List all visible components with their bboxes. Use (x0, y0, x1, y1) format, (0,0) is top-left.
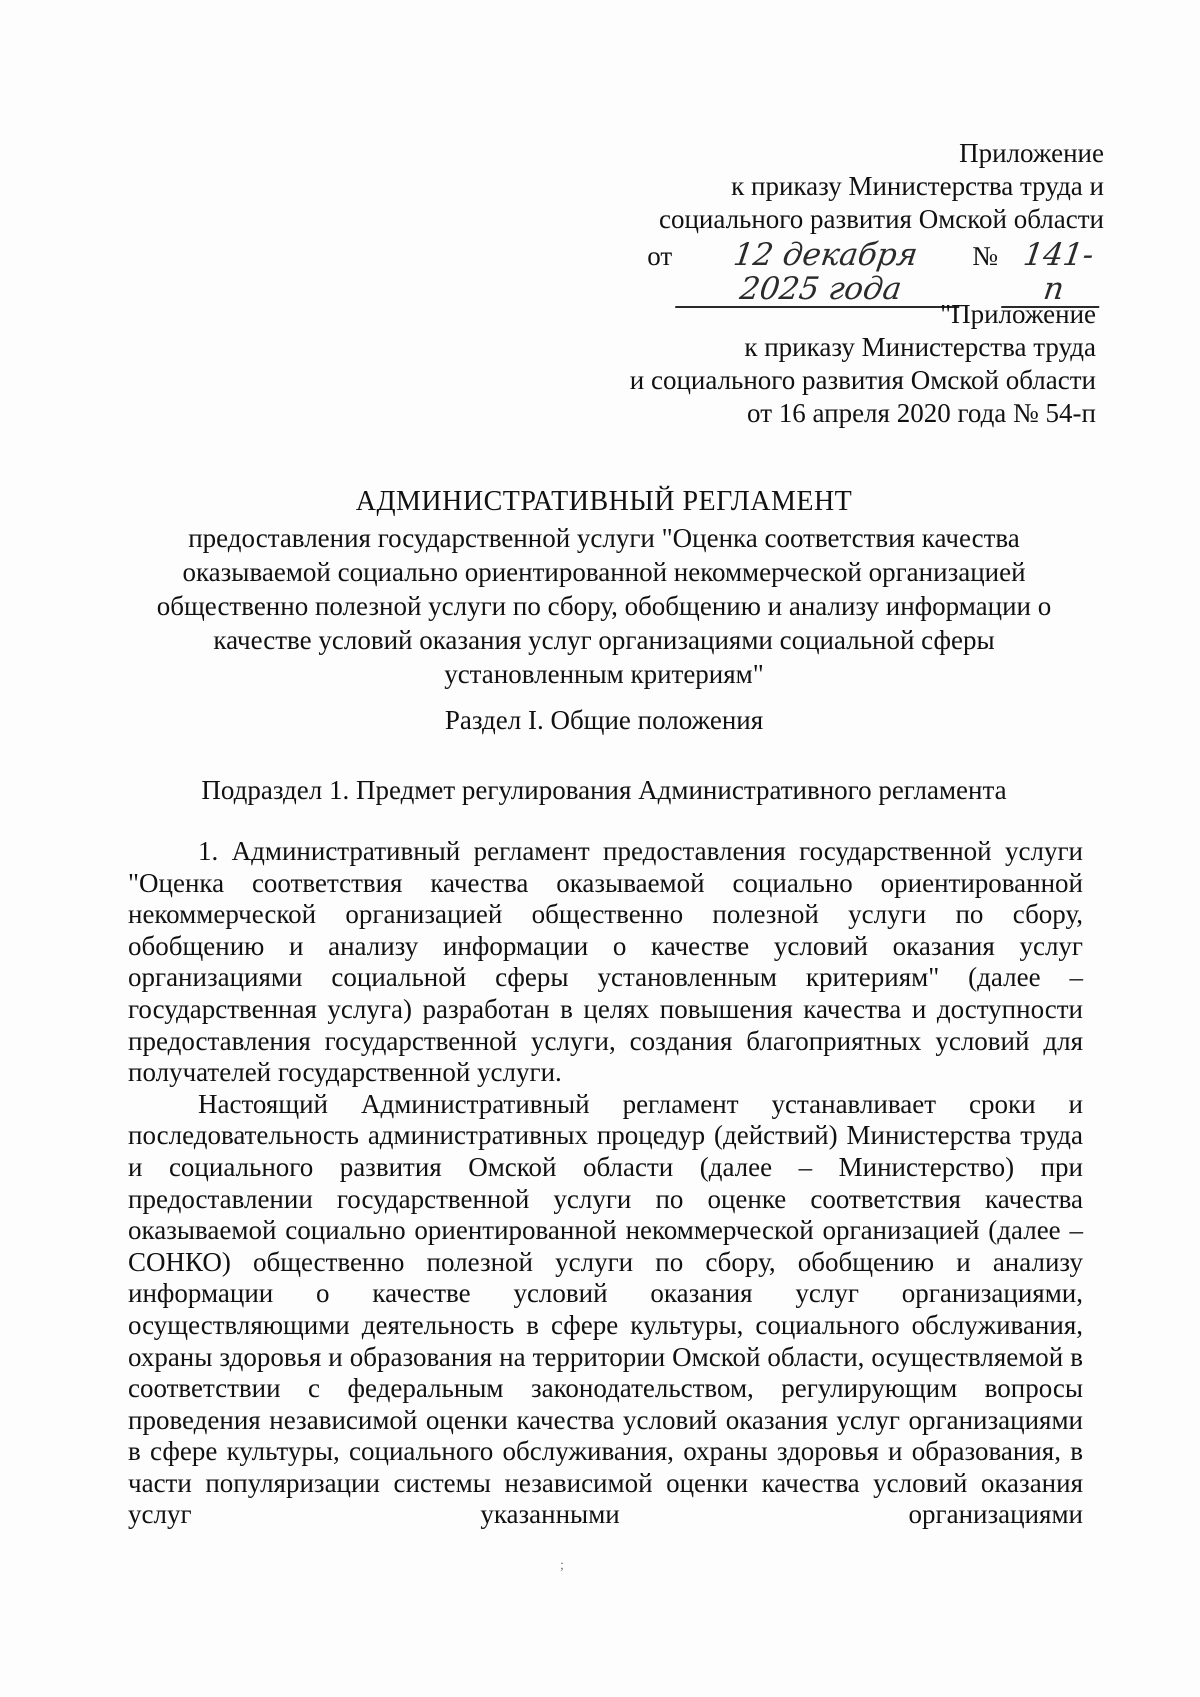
handwritten-date: 12 декабря 2025 года (675, 238, 969, 308)
annex-order-line: к приказу Министерства труда и (731, 171, 1104, 201)
number-label: № (972, 241, 998, 271)
quoted-annex-header (630, 298, 1096, 430)
annex-ministry-line: социального развития Омской области (658, 204, 1104, 234)
quoted-annex-order-line: к приказу Министерства труда (744, 332, 1096, 362)
annex-title: Приложение (959, 138, 1104, 168)
paragraph-2: Настоящий Административный регламент устанавливает сроки и последовательность административных процедур (действий) Министерства труда и социального развития Омской области (далее – Министерство) при предоставлении государственной услуги по оценке соответствия качества оказываемой социально ориентированной некоммерческой организацией (далее – СОНКО) общественно полезной услуги по сбору, обобщению и анализу информации о качестве условий оказания услуг организациями, осуществляющими деятельность в сфере культуры, социального обслуживания, охраны здоровья и образования на территории Омской области, осуществляемой в соответствии с федеральным законодательством, регулирующим вопросы проведения независимой оценки качества условий оказания услуг организациями в сфере культуры, социального обслуживания, охраны здоровья и образования, в части популяризации системы независимой оценки качества условий оказания услуг указанными организациями (128, 1088, 1083, 1530)
handwritten-number: 141-п (1001, 238, 1109, 308)
quoted-annex-title: "Приложение (940, 299, 1096, 329)
scan-mark: ; (560, 1558, 564, 1573)
regulation-title-block (128, 485, 1080, 691)
quoted-annex-date-line: от 16 апреля 2020 года № 54-п (747, 398, 1096, 428)
subsection-heading: Подраздел 1. Предмет регулирования Административного регламента (201, 775, 1007, 805)
document-body (128, 836, 1083, 1531)
paragraph-1: 1. Административный регламент предоставления государственной услуги "Оценка соответствия качества оказываемой социально ориентированной некоммерческой организацией общественно полезной услуги по сбору, обобщению и анализу информации о качестве условий оказания услуг организациями социальной сферы установленным критериям" (далее – государственная услуга) разработан в целях повышения качества и доступности предоставления государственной услуги, создания благоприятных условий для получателей государственной услуги. (128, 836, 1083, 1088)
annex-header (647, 137, 1104, 308)
document-subtitle: предоставления государственной услуги "Оценка соответствия качества оказываемой социально ориентированной некоммерческой организацией общественно полезной услуги по сбору, обобщению и анализу информации о качестве условий оказания услуг организациями социальной сферы установленным критериям" (156, 523, 1052, 689)
from-label: от (647, 241, 673, 271)
section-heading: Раздел I. Общие положения (444, 705, 764, 735)
document-title: АДМИНИСТРАТИВНЫЙ РЕГЛАМЕНТ (355, 486, 853, 517)
quoted-annex-ministry-line: и социального развития Омской области (629, 365, 1096, 395)
